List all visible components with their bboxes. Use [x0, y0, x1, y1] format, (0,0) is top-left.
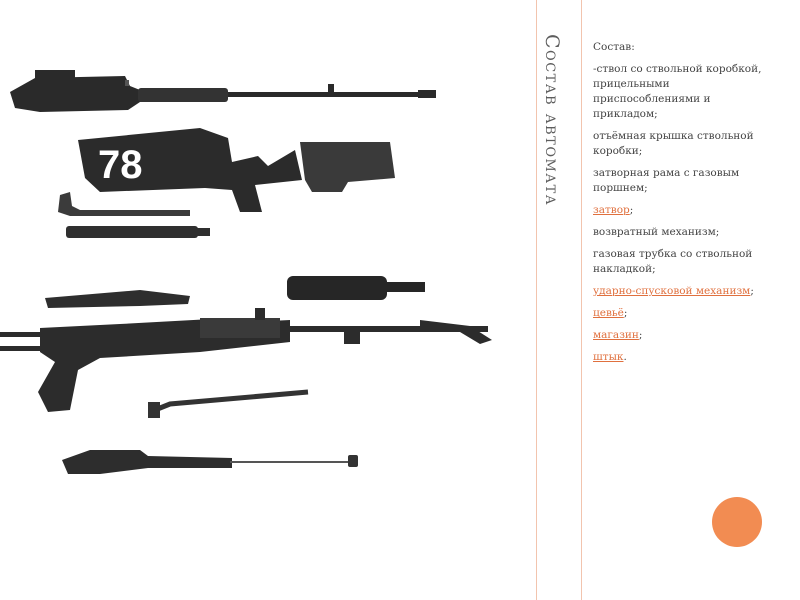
content-heading: Состав:: [593, 41, 635, 53]
link-trigger-mechanism[interactable]: ударно-спусковой механизм: [593, 285, 751, 297]
charging-handle: [58, 192, 190, 216]
link-bolt[interactable]: затвор: [593, 204, 630, 216]
recoil-spring: [148, 392, 308, 418]
gas-tube: [287, 276, 425, 300]
receiver-top-cover: [45, 290, 190, 308]
list-item: -ствол со ствольной коробкой, прицельными приспособлениями и прикладом;: [593, 63, 762, 120]
list-item: ударно-спусковой механизм;: [593, 285, 754, 297]
list-item: штык.: [593, 351, 627, 363]
link-magazine[interactable]: магазин: [593, 329, 639, 341]
content-list: [593, 40, 763, 372]
bolt-carrier-piston: [62, 450, 358, 474]
list-item: магазин;: [593, 329, 643, 341]
lower-receiver-stock: [78, 128, 395, 212]
link-forend[interactable]: цевьё: [593, 307, 624, 319]
stock-number: 78: [98, 143, 143, 187]
frame-line-right: [581, 0, 582, 600]
upper-receiver-barrel: [10, 70, 436, 112]
list-item: отъёмная крышка ствольной коробки;: [593, 130, 754, 157]
list-item: цевьё;: [593, 307, 628, 319]
rifle-parts-photo: [0, 40, 530, 560]
decorative-circle: [712, 497, 762, 547]
list-item: газовая трубка со ствольной накладкой;: [593, 248, 753, 275]
bolt-carrier: [66, 226, 210, 238]
link-bayonet[interactable]: штык: [593, 351, 624, 363]
list-item: затвор;: [593, 204, 634, 216]
title-band: [537, 0, 581, 600]
list-item: возвратный механизм;: [593, 226, 720, 238]
list-item: затворная рама с газовым поршнем;: [593, 167, 740, 194]
slide-title: Состав автомата: [541, 34, 563, 207]
